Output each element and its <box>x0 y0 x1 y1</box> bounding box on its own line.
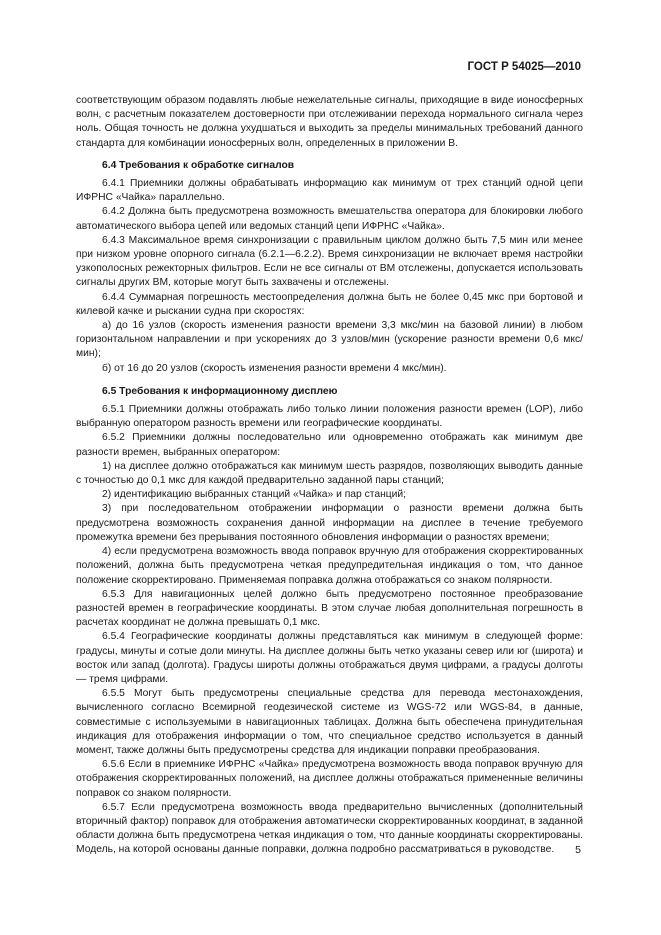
page-number: 5 <box>575 844 581 856</box>
paragraph-6-4-2: 6.4.2 Должна быть предусмотрена возможность вмешательства оператора для блокировки любого автоматического выбора цепей или ведомых станций цепи ИФРНС «Чайка». <box>76 206 583 232</box>
list-item-1: 1) на дисплее должно отображаться как минимум шесть разрядов, позволяющих выводить данные с точностью до 0,1 мкс для каждой предварительно заданной пары станций; <box>76 460 583 487</box>
standard-header: ГОСТ Р 54025—2010 <box>467 61 581 73</box>
paragraph-6-5-2: 6.5.2 Приемники должны последовательно или одновременно отображать как минимум две разности времен, выбранных оператором: <box>76 432 583 458</box>
list-item-4: 4) если предусмотрена возможность ввода поправок вручную для отображения скорректированных положений, должна быть предусмотрена четкая предупредительная индикация о том, что данное положение скорректировано. Применяемая поправка должна отображаться со знаком полярности. <box>76 546 583 586</box>
paragraph-6-4-3: 6.4.3 Максимальное время синхронизации с правильным циклом должно быть 7,5 мин или менее при низком уровне опорного сигнала (6.2.1—6.2.2). Время синхронизации не включает время настройки узкополосных режекторных фильтров. Если не все сигналы от ВМ отслежены, допускается использовать сигналы других ВМ, которые могут быть захвачены и отслежены. <box>76 234 583 289</box>
paragraph-6-5-5: 6.5.5 Могут быть предусмотрены специальные средства для перевода местонахождения, вычисленного согласно Всемирной геодезической системе из WGS-72 или WGS-84, в данные, совместимые с используемыми в навигационных таблицах. Должна быть обеспечена принудительная индикация для отображения информации о том, что специальное средство используется в данный момент, также должны быть предусмотрены средства для индикации поправки преобразования. <box>76 688 583 756</box>
paragraph-continuation: соответствующим образом подавлять любые нежелательные сигналы, приходящие в виде ионосферных волн, с расчетным показателем достоверности при отслеживании перехода нормального сигнала через ноль. Общая точность не должна ухудшаться и выходить за пределы минимальных требований данного стандарта для комбинации ионосферных волн, определенных в приложении В. <box>76 95 583 149</box>
section-heading-6-4: 6.4 Требования к обработке сигналов <box>102 159 295 171</box>
paragraph-6-5-3: 6.5.3 Для навигационных целей должно быть предусмотрено постоянное преобразование разностей времен в географические координаты. В этом случае любая дополнительная погрешность в расчетах координат не должна превышать 0,1 мкс. <box>76 588 583 629</box>
paragraph-6-5-4: 6.5.4 Географические координаты должны представляться как минимум в следующей форме: градусы, минуты и сотые доли минуты. На дисплее должны быть четко указаны север или юг (широта) и восток или запад (долгота). Градусы широты должны отображаться двумя цифрами, а градусы долготы — тремя цифрами. <box>76 631 583 685</box>
paragraph-6-4-4: 6.4.4 Суммарная погрешность местоопределения должна быть не более 0,45 мкс при бортовой и килевой качке и рыскании судна при скоростях: <box>76 291 583 317</box>
list-item-3: 3) при последовательном отображении информации о разности времени должна быть предусмотрена возможность сохранения данной информации на дисплее в течение требуемого промежутка времени без прерывания постоянного обновления информации о разностях времени; <box>76 503 583 543</box>
paragraph-6-5-6: 6.5.6 Если в приемнике ИФРНС «Чайка» предусмотрена возможность ввода поправок вручную для отображения скорректированных положений, на дисплее должны отображаться примененные величины поправок со знаком полярности. <box>76 759 583 799</box>
paragraph-6-4-1: 6.4.1 Приемники должны обрабатывать информацию как минимум от трех станций одной цепи ИФРНС «Чайка» параллельно. <box>76 178 583 204</box>
list-item-a: а) до 16 узлов (скорость изменения разности времени 3,3 мкс/мин на базовой линии) в любом горизонтальном направлении и при ускорениях до 3 узлов/мин (ускорение разности времени 0,6 мкс/мин); <box>76 320 583 360</box>
list-item-b: б) от 16 до 20 узлов (скорость изменения разности времени 4 мкс/мин). <box>102 362 447 374</box>
paragraph-6-5-1: 6.5.1 Приемники должны отображать либо только линии положения разности времен (LOP), либо выбранную оператором разность времени или географические координаты. <box>76 404 583 430</box>
section-heading-6-5: 6.5 Требования к информационному дисплею <box>102 385 338 397</box>
list-item-2: 2) идентификацию выбранных станций «Чайка» и пар станций; <box>102 489 407 501</box>
paragraph-6-5-7: 6.5.7 Если предусмотрена возможность ввода предварительно вычисленных (дополнительный вторичный фактор) поправок для отображения автоматически скорректированных координат, в заданной области должна быть предусмотрена четкая индикация о том, что данные координаты скорректированы. Модель, на которой основаны данные поправки, должна подробно рассматриваться в руководстве. <box>76 801 583 856</box>
document-body <box>76 94 583 858</box>
